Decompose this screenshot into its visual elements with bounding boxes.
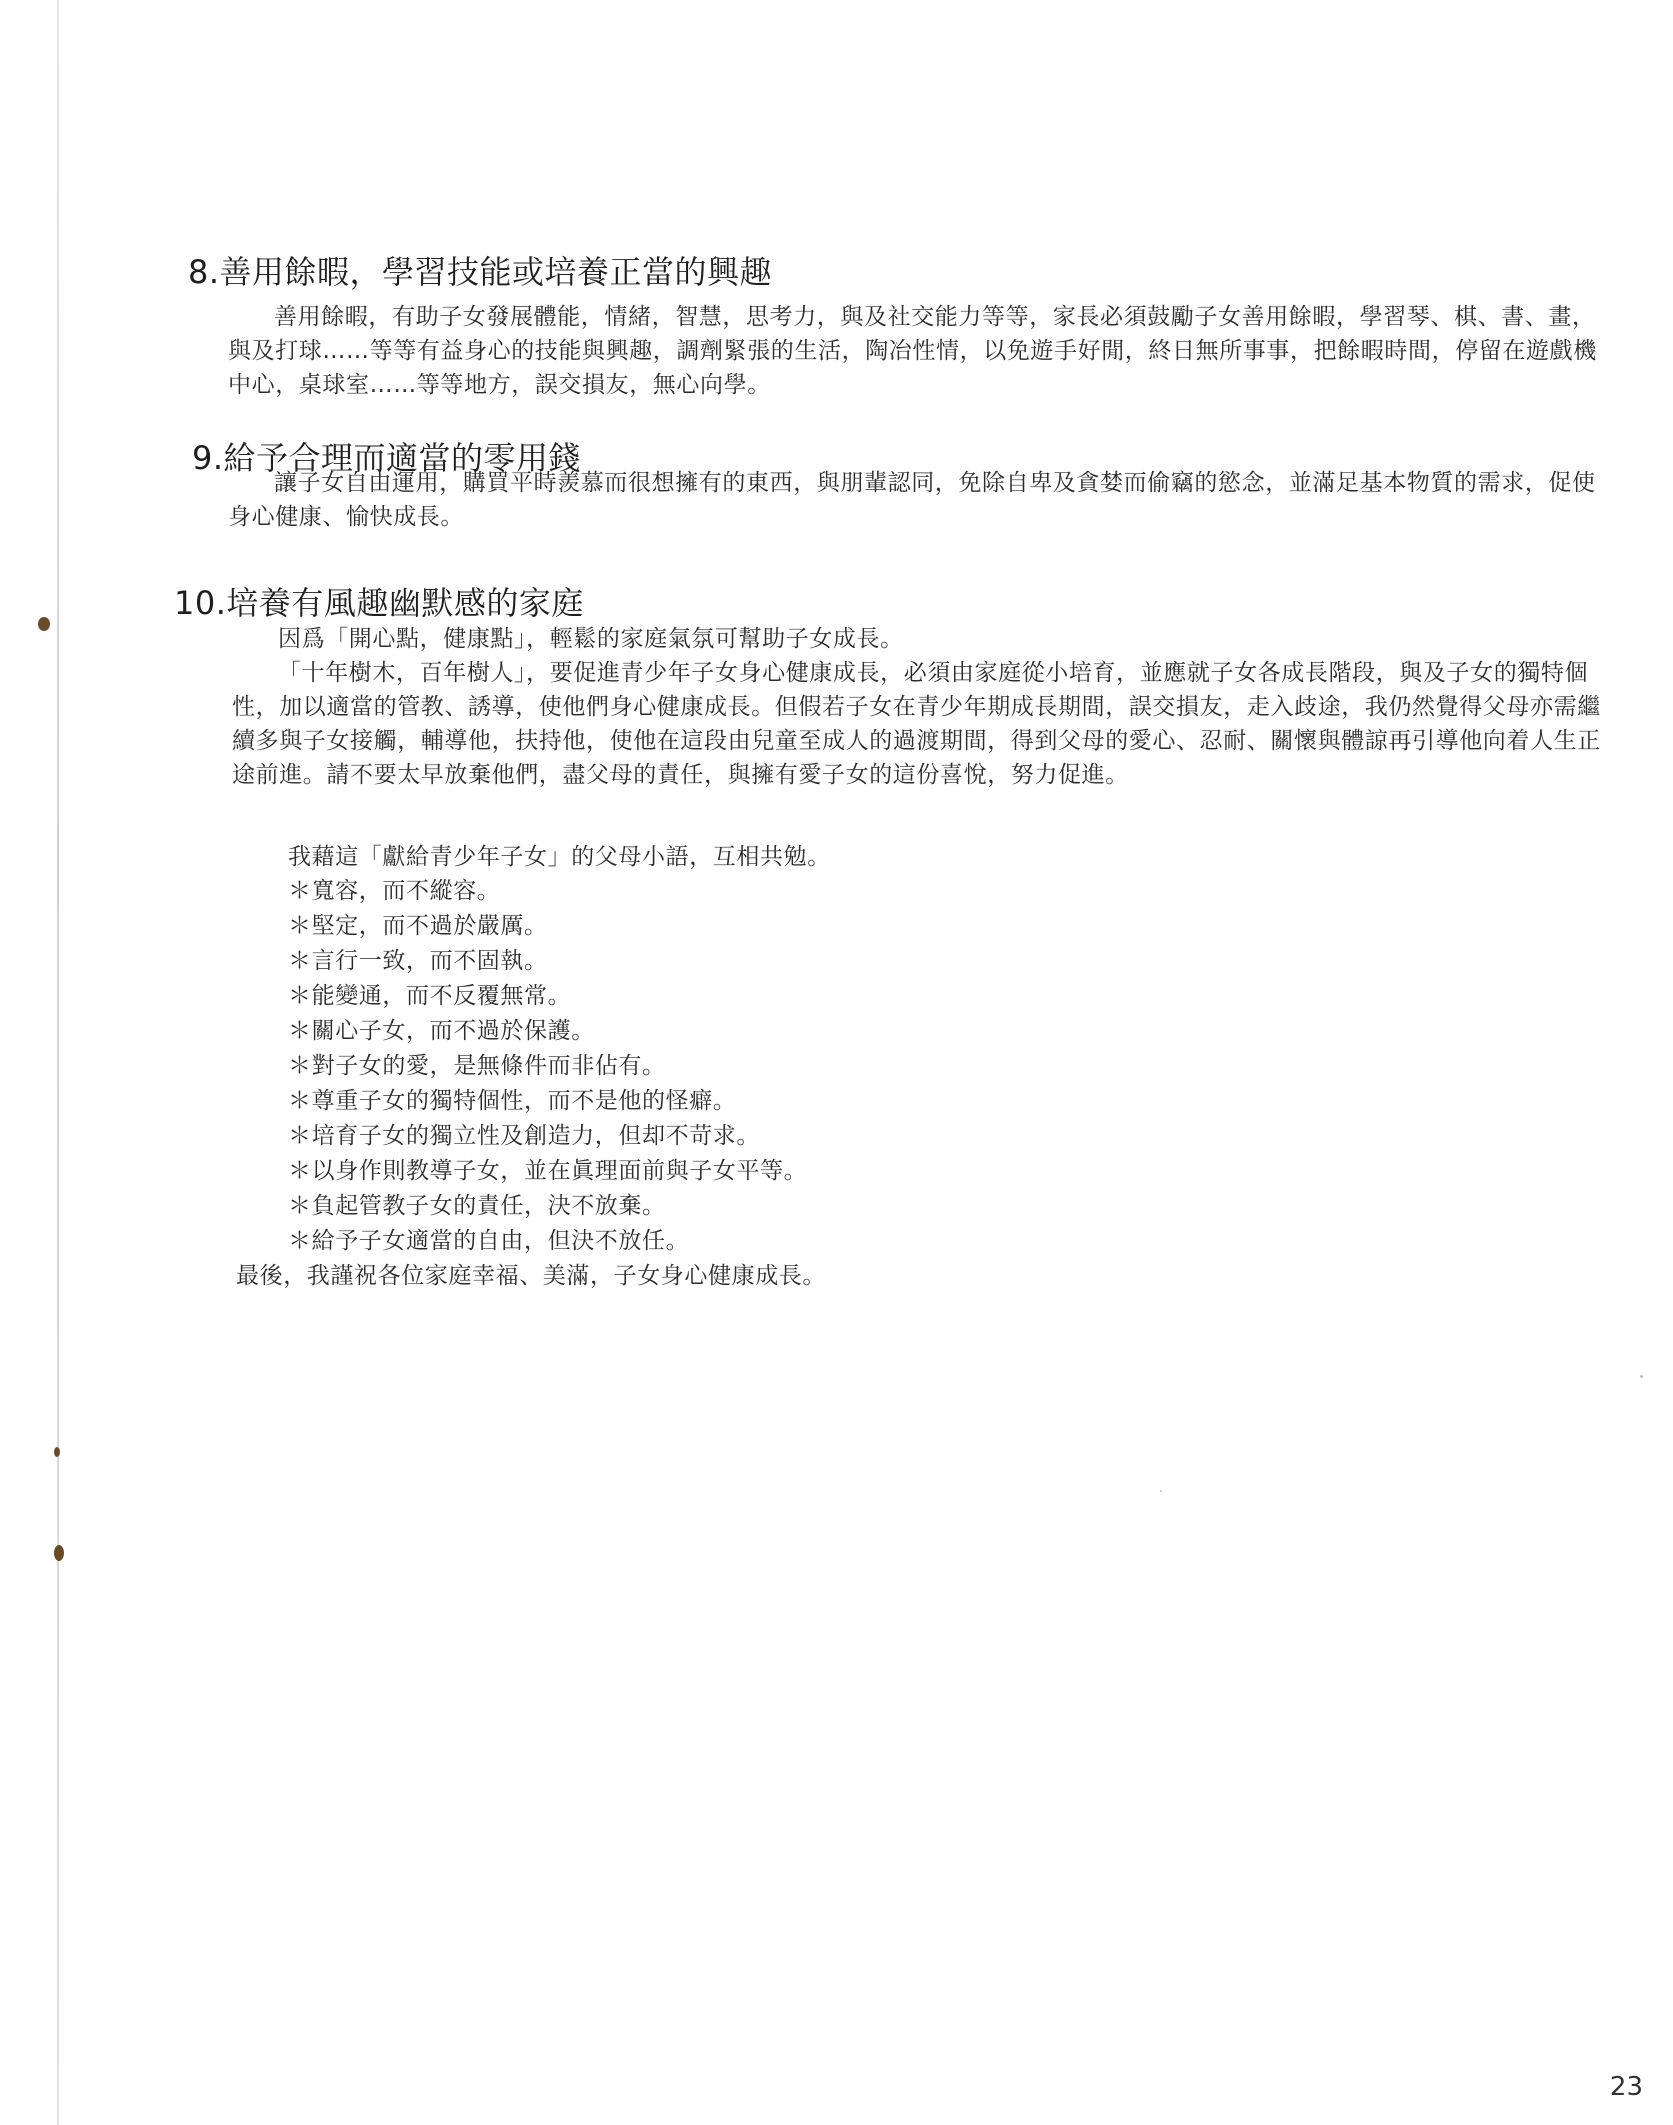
page-number: 23 [1609, 2072, 1643, 2102]
motto-item: ＊給予子女適當的自由，但決不放任。 [288, 1228, 690, 1254]
motto-item: ＊以身作則教導子女，並在眞理面前與子女平等。 [288, 1158, 808, 1184]
section-10-paragraph-1: 因爲「開心點，健康點」，輕鬆的家庭氣氛可幫助子女成長。 [278, 626, 904, 652]
motto-item: ＊負起管教子女的責任，決不放棄。 [288, 1193, 666, 1219]
section-10-paragraph-3: 我藉這「獻給青少年子女」的父母小語，互相共勉。 [288, 844, 831, 870]
binding-line [57, 0, 59, 2125]
section-10-paragraph-2: 「十年樹木，百年樹人」，要促進青少年子女身心健康成長，必須由家庭從小培育，並應就子女各成長階段，與及子女的獨特個性，加以適當的管教、誘導，使他們身心健康成長。但假若子女在青少年期成長期間，誤交損友，走入歧途，我仍然覺得父母亦需繼續多與子女接觸，輔導他，扶持他，使他在這段由兒童至成人的過渡期間，得到父母的愛心、忍耐、關懷與體諒再引導他向着人生正途前進。請不要太早放棄他們，盡父母的責任，與擁有愛子女的這份喜悅，努力促進。 [232, 660, 1601, 788]
motto-item: ＊能變通，而不反覆無常。 [288, 983, 572, 1009]
binding-hole-speck [54, 1545, 64, 1561]
binding-hole-speck [38, 617, 50, 631]
motto-item: ＊關心子女，而不過於保護。 [288, 1018, 595, 1044]
section-9-heading: 9.給予合理而適當的零用錢 [192, 439, 582, 477]
closing-line: 最後，我謹祝各位家庭幸福、美滿，子女身心健康成長。 [236, 1263, 826, 1289]
scan-dust [1640, 1375, 1643, 1378]
motto-item: ＊培育子女的獨立性及創造力，但却不苛求。 [288, 1123, 760, 1149]
motto-item: ＊對子女的愛，是無條件而非佔有。 [288, 1053, 666, 1079]
motto-item: ＊尊重子女的獨特個性，而不是他的怪癖。 [288, 1088, 737, 1114]
section-9-paragraph: 讓子女自由運用，購買平時羨慕而很想擁有的東西，與朋輩認同，免除自卑及貪婪而偷竊的慾念，並滿足基本物質的需求，促使身心健康、愉快成長。 [228, 470, 1596, 530]
scan-dust [1160, 1490, 1162, 1492]
motto-item: ＊寬容，而不縱容。 [288, 878, 501, 904]
section-10-heading: 10.培養有風趣幽默感的家庭 [174, 584, 584, 622]
binding-hole-speck [54, 1447, 60, 1457]
motto-item: ＊言行一致，而不固執。 [288, 948, 548, 974]
section-8-paragraph: 善用餘暇，有助子女發展體能，情緒，智慧，思考力，與及社交能力等等，家長必須鼓勵子女善用餘暇，學習琴、棋、書、畫，與及打球……等等有益身心的技能與興趣，調劑緊張的生活，陶冶性情，以免遊手好閒，終日無所事事，把餘暇時間，停留在遊戲機中心，桌球室……等等地方，誤交損友，無心向學。 [228, 304, 1597, 398]
motto-item: ＊堅定，而不過於嚴厲。 [288, 913, 548, 939]
section-8-heading: 8.善用餘暇，學習技能或培養正當的興趣 [188, 253, 773, 291]
